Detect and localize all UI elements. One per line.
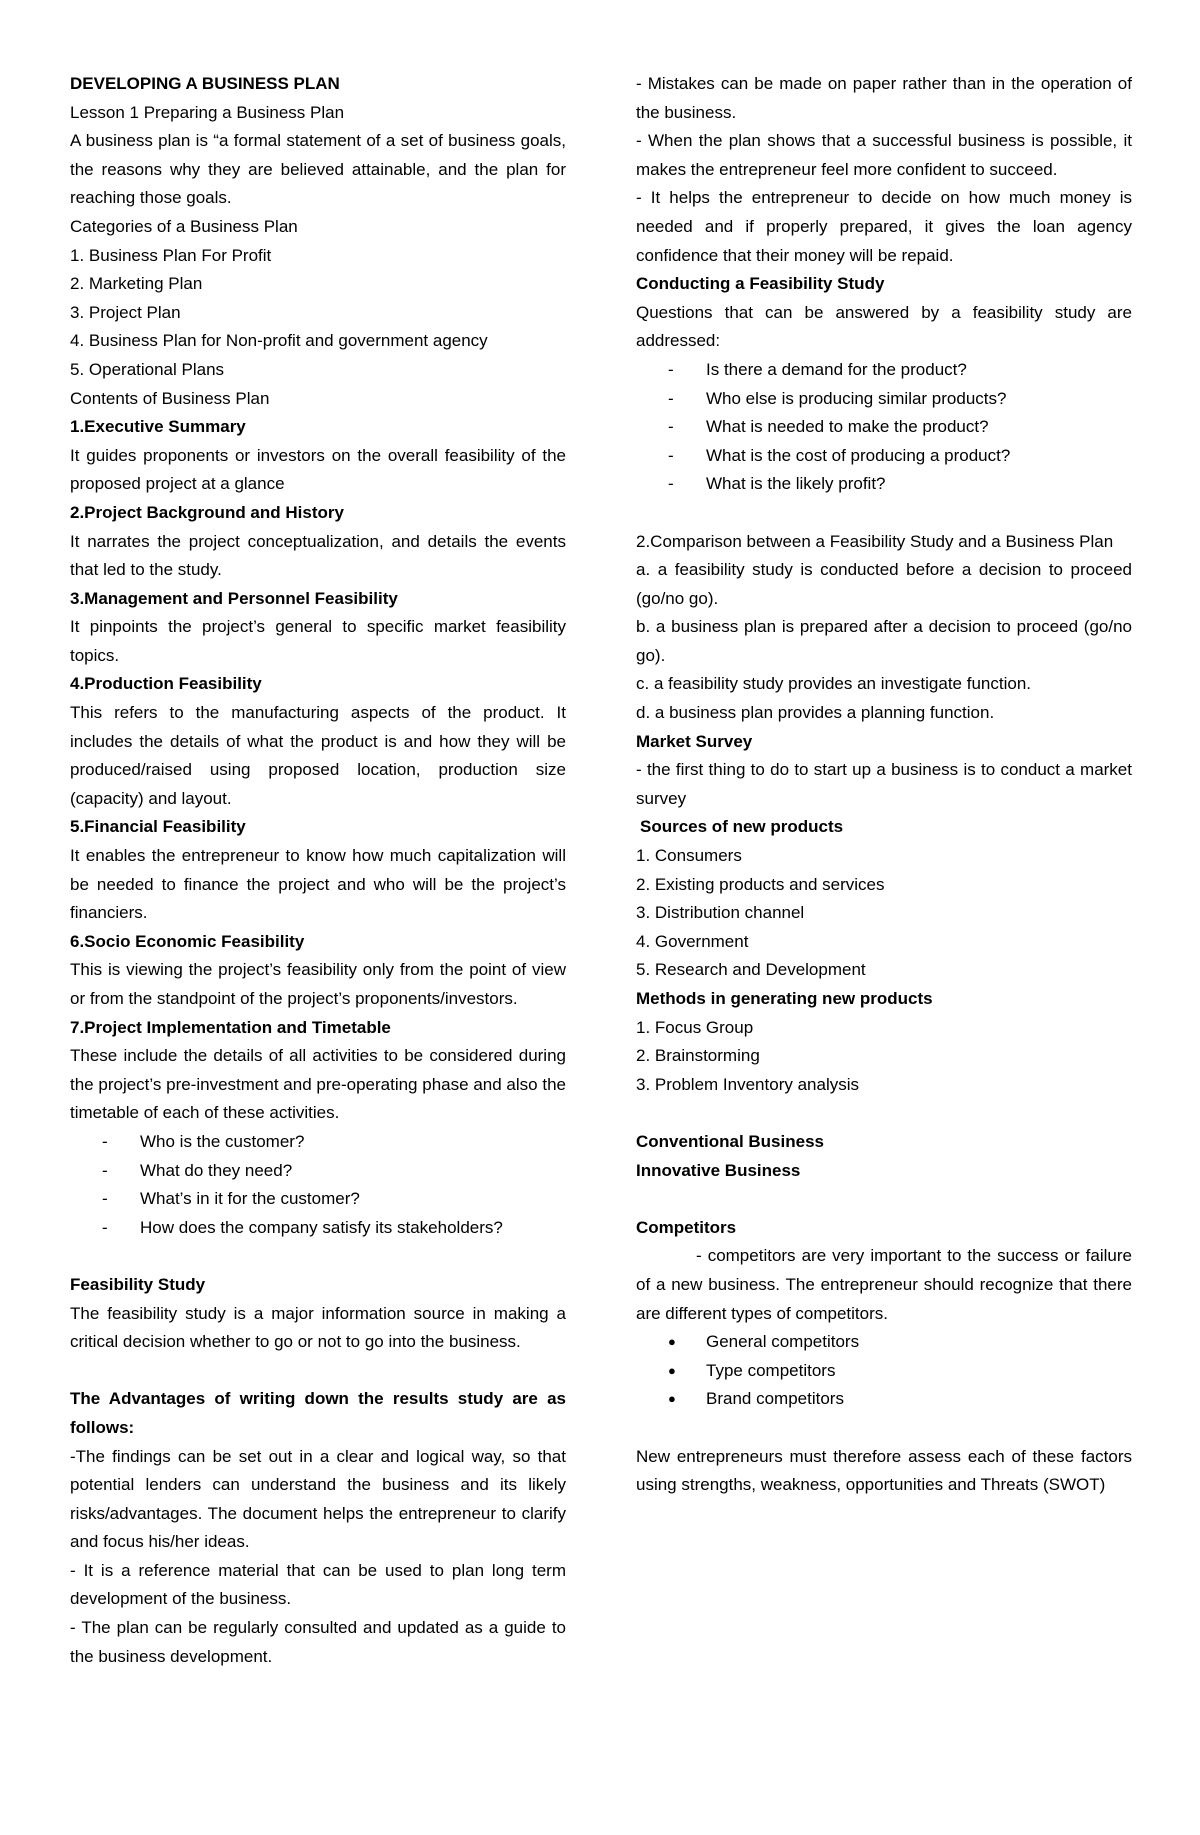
innovative-business: Innovative Business [636,1160,801,1180]
feasibility-body: The feasibility study is a major information source in making a critical decision whether to go or not to go into the business. [70,1303,566,1352]
section-heading: 7.Project Implementation and Timetable [70,1017,391,1037]
advantage-item: - When the plan shows that a successful business is possible, it makes the entrepreneur feel more confident to succeed. [636,131,1132,179]
dash-marker: - [668,445,674,465]
section-body: This refers to the manufacturing aspects of the product. It includes the details of what the product is and how they will be produced/raised using proposed location, production size (capacity) and layout. [70,703,566,808]
comparison-item: c. a feasibility study provides an investigate function. [636,674,1031,694]
section-heading: 1.Executive Summary [70,417,246,437]
market-body: - the first thing to do to start up a business is to conduct a market survey [636,760,1132,808]
question-item [636,356,1132,385]
advantage-item: - It helps the entrepreneur to decide on how much money is needed and if properly prepared, it gives the loan agency confidence that their money will be repaid. [636,188,1132,265]
comparison-heading: 2.Comparison between a Feasibility Study and a Business Plan [636,531,1114,551]
categories-heading: Categories of a Business Plan [70,216,298,236]
source-item: 2. Existing products and services [636,874,885,894]
left-column [70,70,566,1671]
question-text: What is the likely profit? [706,474,886,494]
bullet-icon: ● [668,1391,676,1407]
question-item [70,1185,566,1214]
dash-marker: - [668,417,674,437]
question-text: How does the company satisfy its stakeholders? [140,1217,503,1237]
conducting-intro: Questions that can be answered by a feasibility study are addressed: [636,302,1132,351]
comparison-item: a. a feasibility study is conducted before a decision to proceed (go/no go). [636,560,1132,608]
question-item [636,442,1132,471]
category-item: 3. Project Plan [70,302,181,322]
comparison-item: d. a business plan provides a planning function. [636,703,995,723]
competitors-heading: Competitors [636,1217,737,1237]
dash-marker: - [668,359,674,379]
section-heading: 2.Project Background and History [70,502,344,522]
definition-paragraph: A business plan is “a formal statement of a set of business goals, the reasons why they are believed attainable, and the plan for reaching those goals. [70,131,566,208]
methods-heading: Methods in generating new products [636,989,933,1008]
category-item: 1. Business Plan For Profit [70,245,272,265]
section-body: It pinpoints the project’s general to specific market feasibility topics. [70,617,566,665]
source-item: 1. Consumers [636,846,742,866]
competitor-type-text: Type competitors [706,1360,836,1380]
sources-heading: Sources of new products [640,817,844,837]
competitor-type-item [636,1357,1132,1386]
spacer [636,1099,1132,1128]
section-body: It enables the entrepreneur to know how much capitalization will be needed to finance the project and who will be the project’s financiers. [70,846,566,923]
comparison-item: b. a business plan is prepared after a decision to proceed (go/no go). [636,617,1132,665]
question-text: What’s in it for the customer? [140,1189,360,1209]
dash-marker: - [102,1217,108,1237]
spacer [636,1414,1132,1443]
source-item: 3. Distribution channel [636,903,805,923]
closing-paragraph: New entrepreneurs must therefore assess each of these factors using strengths, weakness, opportunities and Threats (SWOT) [636,1446,1132,1495]
competitor-type-item [636,1385,1132,1414]
question-item [70,1214,566,1243]
question-text: What do they need? [140,1160,293,1180]
advantages-heading: The Advantages of writing down the results study are as follows: [70,1389,566,1437]
right-column [636,70,1132,1500]
question-item [636,413,1132,442]
competitors-body: - competitors are very important to the success or failure of a new business. The entrepreneur should recognize that there are different types of competitors. [636,1246,1132,1323]
section-body: It narrates the project conceptualization, and details the events that led to the study. [70,531,566,580]
section-heading: 4.Production Feasibility [70,674,262,694]
question-text: Who else is producing similar products? [706,388,1007,408]
question-text: Is there a demand for the product? [706,359,967,379]
spacer [70,1242,566,1271]
spacer [70,1357,566,1386]
dash-marker: - [102,1160,108,1180]
market-heading: Market Survey [636,731,753,751]
question-text: What is the cost of producing a product? [706,445,1011,465]
method-item: 1. Focus Group [636,1017,754,1037]
section-body: It guides proponents or investors on the overall feasibility of the proposed project at a glance [70,445,566,494]
dash-marker: - [102,1131,108,1151]
section-heading: 6.Socio Economic Feasibility [70,931,305,951]
question-item [636,385,1132,414]
competitor-type-text: Brand competitors [706,1389,844,1409]
advantage-item: - It is a reference material that can be used to plan long term development of the business. [70,1560,566,1609]
question-item [70,1157,566,1186]
advantage-item: -The findings can be set out in a clear and logical way, so that potential lenders can understand the business and its likely risks/advantages. The document helps the entrepreneur to clarify and focus his/her ideas. [70,1446,566,1552]
conventional-business: Conventional Business [636,1131,824,1151]
dash-marker: - [668,474,674,494]
section-body: These include the details of all activities to be considered during the project’s pre-investment and pre-operating phase and also the timetable of each of these activities. [70,1046,566,1123]
contents-heading: Contents of Business Plan [70,388,270,408]
method-item: 3. Problem Inventory analysis [636,1074,859,1094]
spacer [636,499,1132,528]
feasibility-heading: Feasibility Study [70,1274,206,1294]
category-item: 5. Operational Plans [70,359,225,379]
bullet-icon: ● [668,1362,676,1378]
dash-marker: - [102,1189,108,1209]
section-heading: 5.Financial Feasibility [70,817,246,837]
lesson-title: Lesson 1 Preparing a Business Plan [70,102,345,122]
method-item: 2. Brainstorming [636,1046,760,1066]
advantage-item: - The plan can be regularly consulted and updated as a guide to the business development. [70,1618,566,1666]
section-heading: 3.Management and Personnel Feasibility [70,588,398,608]
competitor-type-text: General competitors [706,1332,860,1352]
category-item: 4. Business Plan for Non-profit and government agency [70,331,488,351]
spacer [636,1185,1132,1214]
conducting-heading: Conducting a Feasibility Study [636,274,885,294]
question-text: What is needed to make the product? [706,417,989,437]
source-item: 5. Research and Development [636,960,866,980]
dash-marker: - [668,388,674,408]
advantage-item: - Mistakes can be made on paper rather than in the operation of the business. [636,74,1132,122]
category-item: 2. Marketing Plan [70,274,203,294]
bullet-icon: ● [668,1334,676,1350]
question-text: Who is the customer? [140,1131,305,1151]
question-item [70,1128,566,1157]
question-item [636,470,1132,499]
competitor-type-item [636,1328,1132,1357]
document-title: DEVELOPING A BUSINESS PLAN [70,74,340,93]
section-body: This is viewing the project’s feasibility only from the point of view or from the standpoint of the project’s proponents/investors. [70,960,566,1008]
source-item: 4. Government [636,931,749,951]
